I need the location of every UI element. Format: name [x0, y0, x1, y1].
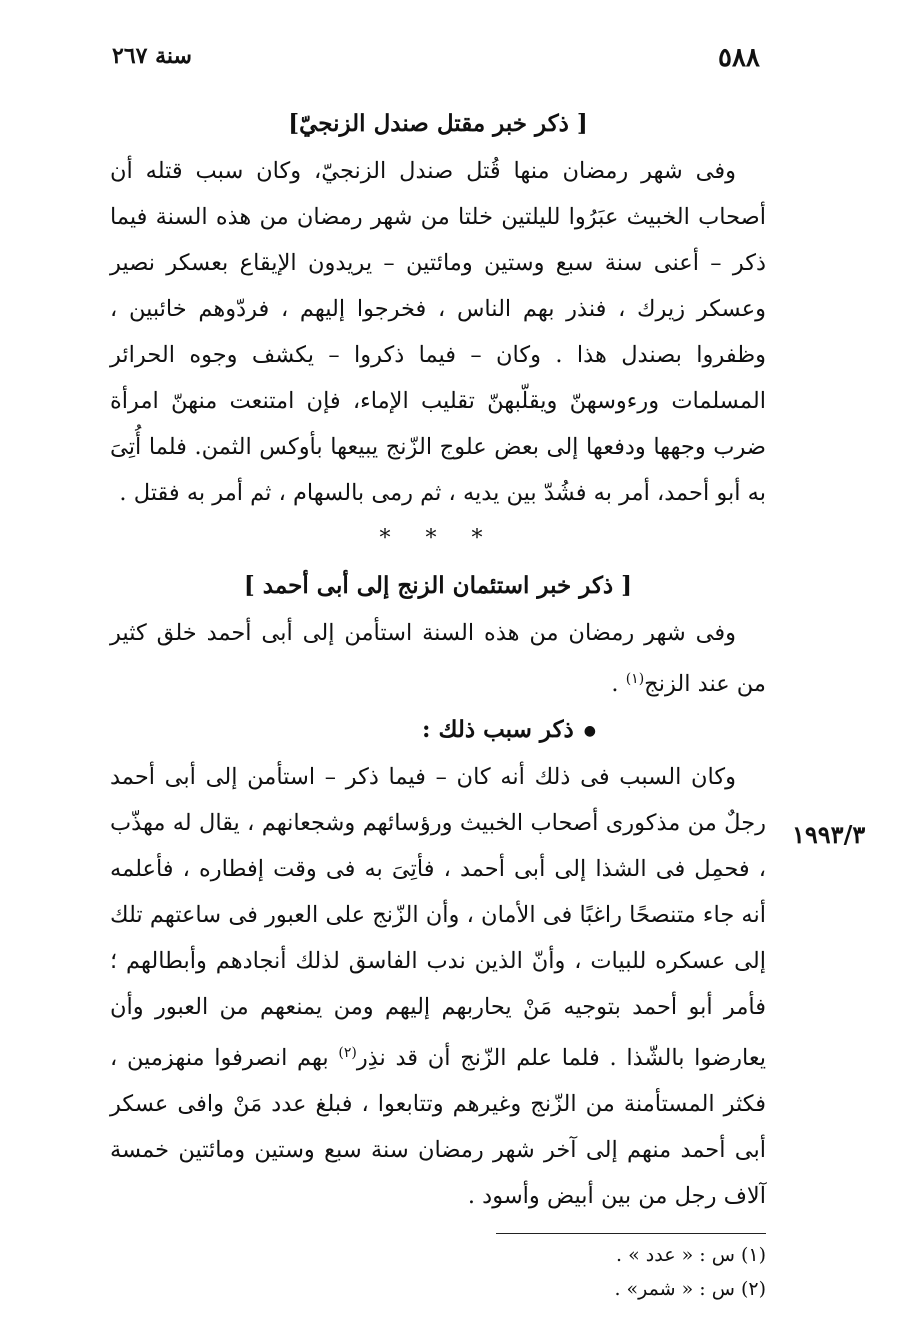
section-heading-zanj: [ ذكر خبر استئمان الزنج إلى أبى أحمد ] — [243, 572, 633, 599]
running-header-year: سنة ٢٦٧ — [112, 43, 192, 69]
section-heading-sandal: [ ذكر خبر مقتل صندل الزنجيّ] — [288, 110, 588, 137]
paragraph-zanj-cause — [110, 754, 766, 1219]
bullet-icon: ● — [583, 723, 596, 739]
section-separator: * * * — [379, 526, 497, 551]
footnote-2: (٢) س : « شمر» . — [614, 1278, 766, 1300]
subheading-text: ذكر سبب ذلك : — [421, 716, 574, 743]
margin-reference: ١٩٩٣/٣ — [792, 820, 866, 849]
cause-text-2: بهم انصرفوا منهزمين ، فكثر المستأمنة من الزّنج وغيرهم وتتابعوا ، فبلغ عدد مَنْ وافى عسكر أبى أحمد منهم إلى آخر شهر رمضان سنة سبع وستين ومائتين خمسة آلاف رجل من بين أبيض وأسود . — [110, 1045, 766, 1209]
footnote-1: (١) س : « عدد » . — [616, 1244, 766, 1266]
main-text — [110, 100, 766, 1306]
intro-text: وفى شهر رمضان من هذه السنة استأمن إلى أبى أحمد خلق كثير من عند الزنج — [110, 620, 766, 697]
cause-text-1: وكان السبب فى ذلك أنه كان – فيما ذكر – استأمن إلى أبى أحمد رجلٌ من مذكورى أصحاب الخبيث ورؤسائهم وشجعانهم ، يقال له مهذّب ، فحمِل فى الشذا إلى أبى أحمد ، فأتِىَ به فى وقت إفطاره ، فأعلمه أنه جاء متنصحًا راغبًا فى الأمان ، وأن الزّنج على العبور فى ساعتهم تلك إلى عسكره للبيات ، وأنّ الذين ندب الفاسق لذلك أنجادهم وأبطالهم ؛ فأمر أبو أحمد بتوجيه مَنْ يحاربهم إليهم ومن يمنعهم من العبور وأن يعارضوا بالشّذا . فلما علم الزّنج أن قد نذِر — [110, 764, 766, 1071]
paragraph-sandal: وفى شهر رمضان منها قُتل صندل الزنجيّ، وكان سبب قتله أن أصحاب الخبيث عبَرُوا لليلتين خلتا من شهر رمضان من هذه السنة فيما ذكر – أعنى سنة سبع وستين ومائتين – يريدون الإيقاع بعسكر نصير وعسكر زيرك ، فنذر بهم الناس ، فخرجوا إليهم ، فردّوهم خائبين ، وظفروا بصندل هذا . وكان – فيما ذكروا – يكشف وجوه الحرائر المسلمات ورءوسهنّ ويقلّبهنّ تقليب الإماء، فإن امتنعت منهنّ امرأة ضرب وجهها ودفعها إلى بعض علوج الزّنج يبيعها بأوكس الثمن. فلما أُتِىَ به أبو أحمد، أمر به فشُدّ بين يديه ، ثم رمى بالسهام ، ثم أمر به فقتل . — [110, 158, 766, 506]
footnotes — [110, 1238, 766, 1306]
page-number: ٥٨٨ — [718, 43, 760, 73]
footnote-ref-2: (٢) — [338, 1045, 357, 1061]
paragraph-zanj-intro — [110, 610, 766, 707]
intro-end: . — [611, 671, 626, 697]
subheading-cause — [110, 707, 766, 754]
footnote-divider — [496, 1233, 766, 1234]
footnote-ref-1: (١) — [625, 671, 645, 687]
